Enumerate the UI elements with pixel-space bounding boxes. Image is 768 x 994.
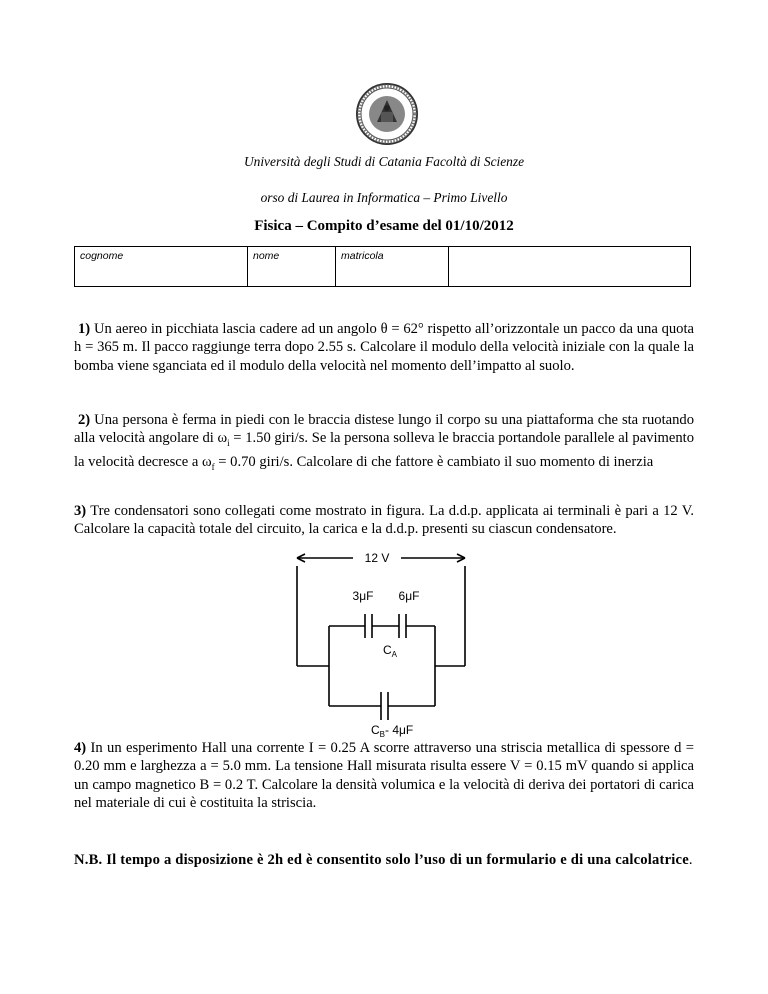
university-seal-logo bbox=[355, 82, 419, 146]
surname-label: cognome bbox=[80, 250, 124, 262]
capacitor-3uf-label: 3μF bbox=[352, 589, 374, 603]
question-3-number: 3) bbox=[74, 503, 87, 519]
course-name: orso di Laurea in Informatica – Primo Livello bbox=[260, 190, 508, 205]
question-4 bbox=[74, 739, 694, 812]
extra-field[interactable] bbox=[449, 247, 691, 287]
student-id-table bbox=[74, 246, 691, 287]
question-1 bbox=[74, 320, 694, 375]
capacitor-6uf-label: 6μF bbox=[398, 589, 420, 603]
note-nb-text: N.B. Il tempo a disposizione è 2h ed è consentito solo l’uso di un formulario e di una calcolatrice bbox=[74, 852, 689, 868]
question-2-text-a: Una persona è ferma in piedi con le braccia distese lungo il corpo su una piattaforma che sta ruotando alla velocità angolare di ω bbox=[74, 412, 695, 447]
voltage-label: 12 V bbox=[364, 551, 390, 565]
note-nb-end: . bbox=[688, 852, 693, 868]
question-4-text: In un esperimento Hall una corrente I = 0.25 A scorre attraverso una striscia metallica di spessore d = 0.20 mm e larghezza a = 5.0 mm. La tensione Hall misurata risulta essere V = 0.15 mV quando si applica un campo magnetico B = 0.2 T. Calcolare la densità volumica e la velocità di deriva dei portatori di carica nel materiale di cui è costituita la striscia. bbox=[74, 740, 694, 811]
question-3 bbox=[74, 502, 694, 539]
question-3-text: Tre condensatori sono collegati come mostrato in figura. La d.d.p. applicata ai terminali è pari a 12 V. Calcolare la capacità totale del circuito, la carica e la d.d.p. presenti su ciascun condensatore. bbox=[74, 503, 694, 538]
omega-f-subscript: f bbox=[211, 461, 215, 472]
capacitor-b-label bbox=[371, 723, 413, 739]
question-2-text-b: = 1.50 giri/s. Se la persona solleva le braccia portandole parallele al pavimento la velocità decresce a ω bbox=[74, 430, 695, 470]
capacitor-a-label bbox=[383, 643, 398, 659]
note-nb bbox=[74, 850, 694, 870]
question-2-text-c: = 0.70 giri/s. Calcolare di che fattore è cambiato il suo momento di inerzia bbox=[214, 453, 654, 470]
student-number-label: matricola bbox=[341, 250, 384, 262]
capacitor-a-letter: C bbox=[383, 643, 392, 657]
student-number-field[interactable] bbox=[336, 247, 449, 287]
university-name: Università degli Studi di Catania Facoltà di Scienze bbox=[243, 154, 525, 169]
omega-i-subscript: i bbox=[227, 438, 230, 449]
name-label: nome bbox=[253, 250, 280, 262]
name-field[interactable] bbox=[248, 247, 336, 287]
capacitor-b-value: - 4μF bbox=[385, 723, 414, 737]
capacitor-b-letter: C bbox=[371, 723, 380, 737]
question-1-text: Un aereo in picchiata lascia cadere ad un angolo θ = 62° rispetto all’orizzontale un pacco da una quota h = 365 m. Il pacco raggiunge terra dopo 2.55 s. Calcolare il modulo della velocità iniziale con la quale la bomba viene sganciata ed il modulo della velocità nel momento dell’impatto al suolo. bbox=[74, 321, 694, 374]
capacitor-a-subscript: A bbox=[391, 650, 398, 659]
exam-title: Fisica – Compito d’esame del 01/10/2012 bbox=[254, 218, 514, 234]
capacitor-b-subscript: B bbox=[379, 730, 386, 739]
capacitor-circuit-diagram bbox=[285, 542, 495, 739]
question-2-number: 2) bbox=[78, 412, 91, 428]
question-2 bbox=[74, 411, 694, 476]
surname-field[interactable] bbox=[75, 247, 248, 287]
question-4-number: 4) bbox=[74, 740, 87, 756]
question-1-number: 1) bbox=[78, 321, 91, 337]
